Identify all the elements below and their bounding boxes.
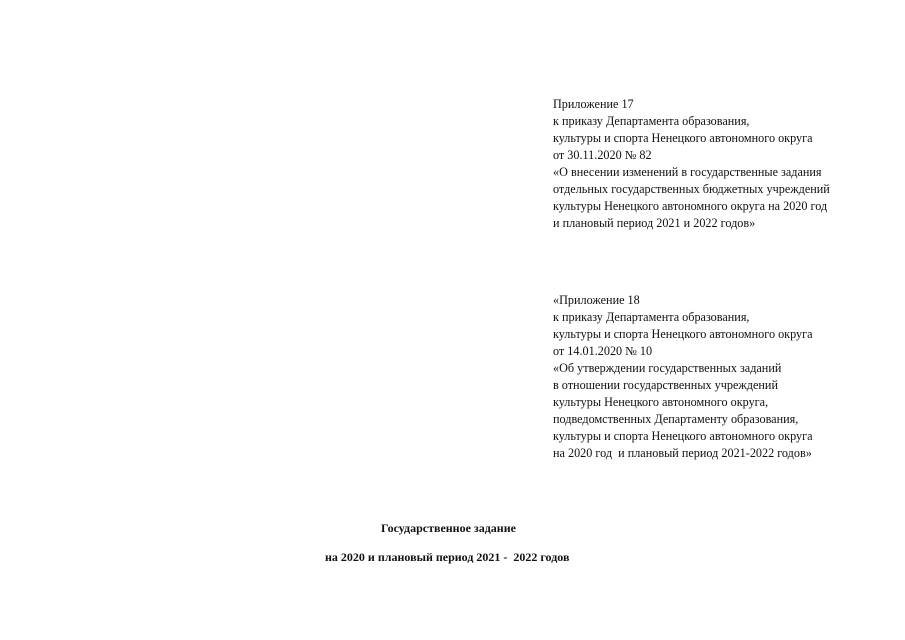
appendix-17-line: Приложение 17 xyxy=(553,97,634,111)
appendix-18-line: «Об утверждении государственных заданий xyxy=(553,361,782,375)
appendix-17-header xyxy=(553,96,830,232)
appendix-18-line: на 2020 год и плановый период 2021-2022 годов» xyxy=(553,446,812,460)
appendix-17-line: и плановый период 2021 и 2022 годов» xyxy=(553,216,756,230)
appendix-17-line: отдельных государственных бюджетных учреждений xyxy=(553,182,830,196)
appendix-18-line: «Приложение 18 xyxy=(553,293,640,307)
appendix-17-line: «О внесении изменений в государственные задания xyxy=(553,165,822,179)
document-period: на 2020 и плановый период 2021 - 2022 годов xyxy=(325,550,570,564)
document-title: Государственное задание xyxy=(381,521,516,535)
appendix-18-line: от 14.01.2020 № 10 xyxy=(553,344,653,358)
appendix-18-line: культуры Ненецкого автономного округа, xyxy=(553,395,769,409)
appendix-17-line: к приказу Департамента образования, xyxy=(553,114,750,128)
appendix-17-line: от 30.11.2020 № 82 xyxy=(553,148,652,162)
appendix-18-line: подведомственных Департаменту образования, xyxy=(553,412,799,426)
appendix-18-line: в отношении государственных учреждений xyxy=(553,378,778,392)
appendix-18-line: культуры и спорта Ненецкого автономного округа xyxy=(553,327,813,341)
appendix-18-line: к приказу Департамента образования, xyxy=(553,310,750,324)
appendix-17-line: культуры и спорта Ненецкого автономного округа xyxy=(553,131,813,145)
appendix-17-line: культуры Ненецкого автономного округа на 2020 год xyxy=(553,199,828,213)
appendix-18-header xyxy=(553,292,813,462)
appendix-18-line: культуры и спорта Ненецкого автономного округа xyxy=(553,429,813,443)
